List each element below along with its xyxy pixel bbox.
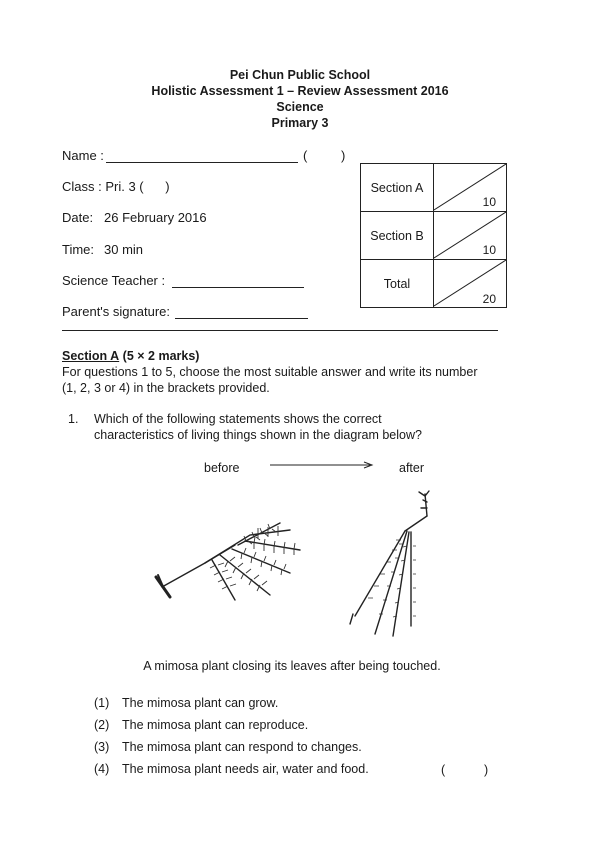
assessment-title: Holistic Assessment 1 – Review Assessment 2016 xyxy=(151,84,449,98)
score-row-label: Section B xyxy=(361,212,434,259)
option-4 xyxy=(94,762,369,776)
section-a-marks: (5 × 2 marks) xyxy=(122,349,200,363)
after-label: after xyxy=(399,461,425,475)
divider xyxy=(62,330,498,331)
question-text-2: characteristics of living things shown in the diagram below? xyxy=(94,428,422,442)
answer-field[interactable] xyxy=(450,760,480,778)
date-value: 26 February 2016 xyxy=(104,210,207,225)
score-cell[interactable] xyxy=(434,212,506,259)
class-label: Class : Pri. 3 ( ) xyxy=(62,179,170,194)
level-title: Primary 3 xyxy=(271,116,329,130)
option-3 xyxy=(94,740,362,754)
score-cell[interactable] xyxy=(434,164,506,211)
option-number: (2) xyxy=(94,718,110,732)
option-2 xyxy=(94,718,308,732)
score-max: 10 xyxy=(482,195,496,209)
score-row-total xyxy=(361,260,506,308)
section-a-instructions-2: (1, 2, 3 or 4) in the brackets provided. xyxy=(62,381,270,395)
name-label: Name : xyxy=(62,148,104,163)
name-bracket-close: ) xyxy=(341,148,346,163)
parent-signature-field[interactable] xyxy=(175,304,308,319)
answer-bracket-close: ) xyxy=(484,763,489,777)
answer-bracket-open: ( xyxy=(441,763,446,777)
option-text: The mimosa plant needs air, water and food. xyxy=(122,762,369,776)
subject-title: Science xyxy=(276,100,324,114)
name-bracket-open: ( xyxy=(303,148,308,163)
figure-caption: A mimosa plant closing its leaves after being touched. xyxy=(143,659,441,673)
score-cell[interactable] xyxy=(434,260,506,308)
date-label: Date: xyxy=(62,210,94,225)
school-name: Pei Chun Public School xyxy=(229,68,371,82)
option-number: (1) xyxy=(94,696,110,710)
mimosa-closed-illustration xyxy=(335,486,445,641)
teacher-label: Science Teacher : xyxy=(62,273,166,288)
score-row-label: Section A xyxy=(361,164,434,211)
teacher-field[interactable] xyxy=(172,273,304,288)
option-text: The mimosa plant can grow. xyxy=(122,696,279,710)
time-value: 30 min xyxy=(104,242,144,257)
option-text: The mimosa plant can reproduce. xyxy=(122,718,309,732)
option-number: (3) xyxy=(94,740,110,754)
section-a-instructions-1: For questions 1 to 5, choose the most suitable answer and write its number xyxy=(62,365,478,379)
option-number: (4) xyxy=(94,762,110,776)
score-row-label: Total xyxy=(361,260,434,308)
score-max: 20 xyxy=(482,292,496,306)
section-a-heading xyxy=(62,348,199,364)
name-field[interactable] xyxy=(106,148,298,163)
option-text: The mimosa plant can respond to changes. xyxy=(122,740,362,754)
arrow-right-icon xyxy=(268,459,378,471)
mimosa-open-illustration xyxy=(150,505,320,635)
option-1 xyxy=(94,696,278,710)
question-text-1: Which of the following statements shows the correct xyxy=(94,412,382,426)
score-row-section-a xyxy=(361,164,506,212)
time-label: Time: xyxy=(62,242,95,257)
score-row-section-b xyxy=(361,212,506,260)
parent-signature-label: Parent's signature: xyxy=(62,304,170,319)
section-a-title: Section A xyxy=(62,349,120,363)
question-number: 1. xyxy=(68,412,79,426)
score-max: 10 xyxy=(482,243,496,257)
score-table xyxy=(360,163,507,308)
before-label: before xyxy=(204,461,240,475)
